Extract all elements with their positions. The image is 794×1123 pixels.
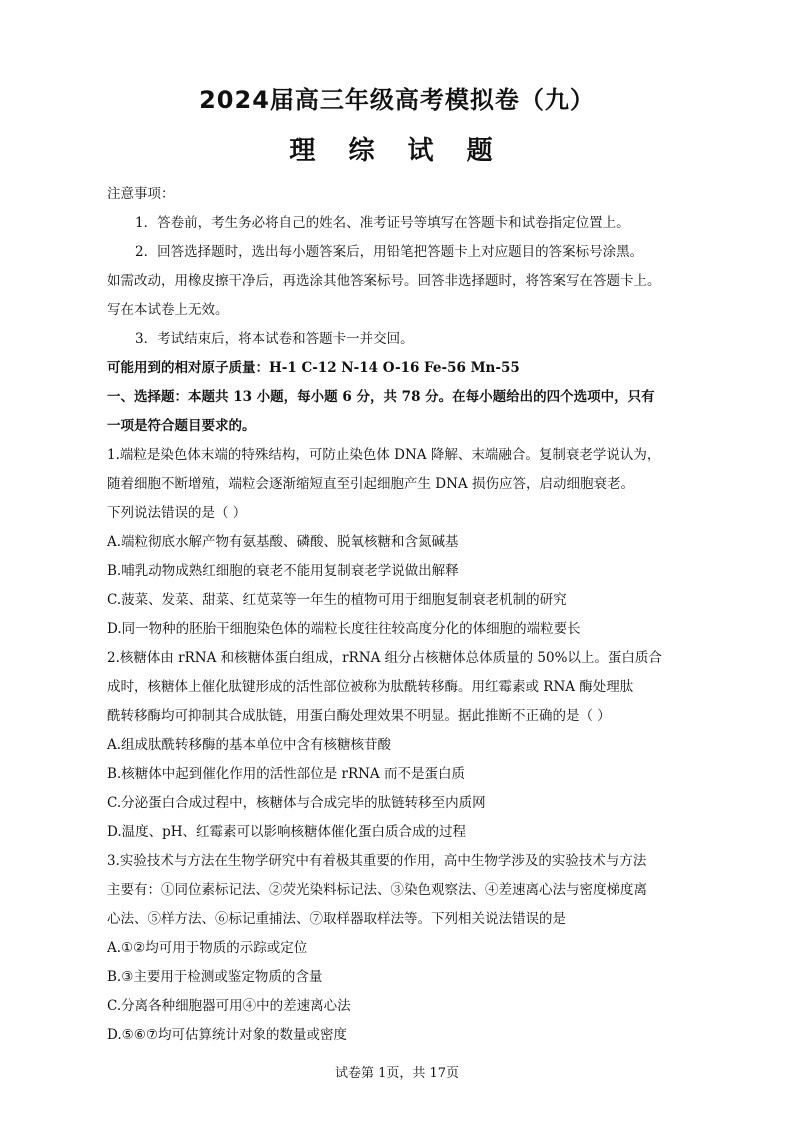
question-1-option-c: C.菠菜、发菜、甜菜、红苋菜等一年生的植物可用于细胞复制衰老机制的研究 xyxy=(107,592,567,608)
notice-item-2-line-1: 2．回答选择题时，选出每小题答案后，用铅笔把答题卡上对应题目的答案标号涂黑。 xyxy=(135,244,644,260)
notice-item-1: 1．答卷前，考生务必将自己的姓名、准考证号等填写在答题卡和试卷指定位置上。 xyxy=(135,215,630,231)
exam-subtitle: 理 综 试 题 xyxy=(289,136,505,166)
question-2-option-b: B.核糖体中起到催化作用的活性部位是 rRNA 而不是蛋白质 xyxy=(107,766,465,782)
section-1-heading-line-2: 一项是符合题目要求的。 xyxy=(107,418,256,434)
page-footer: 试卷第 1页，共 17页 xyxy=(334,1066,460,1081)
question-3-line-2: 主要有：①同位素标记法、②荧光染料标记法、③染色观察法、④差速离心法与密度梯度离 xyxy=(107,882,647,898)
notice-item-2-line-2: 如需改动，用橡皮擦干净后，再选涂其他答案标号。回答非选择题时，将答案写在答题卡上。 xyxy=(107,273,661,289)
question-3-option-b: B.③主要用于检测或鉴定物质的含量 xyxy=(107,969,323,985)
question-1-option-a: A.端粒彻底水解产物有氨基酸、磷酸、脱氧核糖和含氮碱基 xyxy=(107,534,459,550)
atomic-mass-line: 可能用到的相对原子质量：H-1 C-12 N-14 O-16 Fe-56 Mn-55 xyxy=(107,360,520,376)
question-1-line-1: 1.端粒是染色体末端的特殊结构，可防止染色体 DNA 降解、末端融合。复制衰老学说认为， xyxy=(107,447,661,463)
question-3-line-3: 心法、⑤样方法、⑥标记重捕法、⑦取样器取样法等。下列相关说法错误的是 xyxy=(107,911,566,927)
notice-heading: 注意事项： xyxy=(107,186,175,202)
question-2-option-d: D.温度、pH、红霉素可以影响核糖体催化蛋白质合成的过程 xyxy=(107,824,467,840)
question-2-line-2: 成时，核糖体上催化肽键形成的活性部位被称为肽酰转移酶。用红霉素或 RNA 酶处理肽 xyxy=(107,679,634,695)
question-1-line-3: 下列说法错误的是（ ） xyxy=(107,505,247,521)
section-1-heading-line-1: 一、选择题：本题共 13 小题，每小题 6 分，共 78 分。在每小题给出的四个选项中，只有 xyxy=(107,389,655,405)
notice-item-3: 3．考试结束后，将本试卷和答题卡一并交回。 xyxy=(135,331,414,347)
question-2-line-3: 酰转移酶均可抑制其合成肽链，用蛋白酶处理效果不明显。据此推断不正确的是（ ） xyxy=(107,708,611,724)
exam-title: 2024届高三年级高考模拟卷（九） xyxy=(199,86,595,114)
question-2-option-c: C.分泌蛋白合成过程中，核糖体与合成完毕的肽链转移至内质网 xyxy=(107,795,486,811)
exam-body xyxy=(107,180,687,1050)
question-2-option-a: A.组成肽酰转移酶的基本单位中含有核糖核苷酸 xyxy=(107,737,392,753)
question-3-option-c: C.分离各种细胞器可用④中的差速离心法 xyxy=(107,998,351,1014)
question-3-line-1: 3.实验技术与方法在生物学研究中有着极其重要的作用，高中生物学涉及的实验技术与方法 xyxy=(107,853,647,869)
question-1-option-d: D.同一物种的胚胎干细胞染色体的端粒长度往往较高度分化的体细胞的端粒要长 xyxy=(107,621,581,637)
question-1-line-2: 随着细胞不断增殖，端粒会逐渐缩短直至引起细胞产生 DNA 损伤应答，启动细胞衰老。 xyxy=(107,476,634,492)
notice-item-2-line-3: 写在本试卷上无效。 xyxy=(107,302,229,318)
question-3-option-d: D.⑤⑥⑦均可估算统计对象的数量或密度 xyxy=(107,1027,347,1043)
question-3-option-a: A.①②均可用于物质的示踪或定位 xyxy=(107,940,308,956)
question-1-option-b: B.哺乳动物成熟红细胞的衰老不能用复制衰老学说做出解释 xyxy=(107,563,459,579)
question-2-line-1: 2.核糖体由 rRNA 和核糖体蛋白组成，rRNA 组分占核糖体总体质量的 50%以上。蛋白质合 xyxy=(107,650,662,666)
